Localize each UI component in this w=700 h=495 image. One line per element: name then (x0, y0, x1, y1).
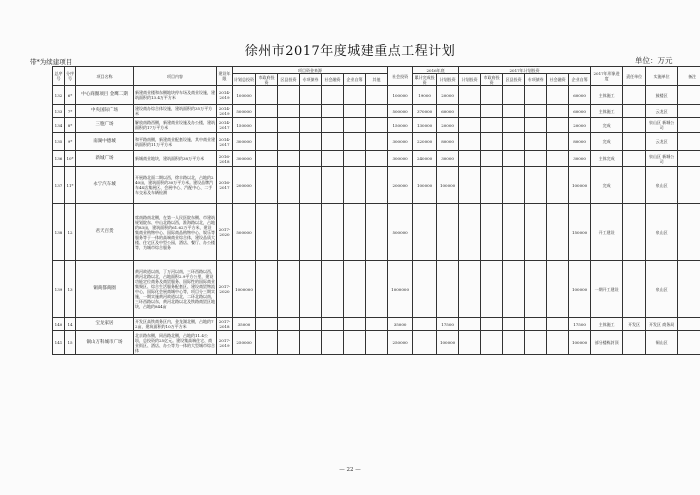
cell-2017-enterprise: 100000 (569, 167, 591, 204)
cell-sub-seq: 15 (65, 331, 76, 355)
cell-responsible (623, 105, 646, 118)
cell-progress: 开工建设 (591, 204, 623, 261)
cell-enterprise-self (344, 133, 366, 151)
cell-2016-cumulative: 130000 (413, 118, 437, 133)
cell-social-invest (322, 118, 344, 133)
cell-project-content: 开发区高铁商务区内，金龙湖北侧，占地约72亩，建筑面积约10万平方米 (134, 318, 217, 331)
cell-2017-gov (481, 118, 503, 133)
table-row (53, 151, 700, 167)
cell-2017-enterprise: 100000 (569, 331, 591, 355)
cell-progress: 主体施工 (591, 318, 623, 331)
cell-enterprise-self (344, 318, 366, 331)
col-header-social-invest: 社会融资 (322, 74, 344, 86)
cell-2017-district (503, 118, 525, 133)
cell-plan-total: 300000 (233, 151, 256, 167)
cell-plan-total: 100000 (233, 86, 256, 105)
cell-2017-special (525, 261, 547, 318)
cell-plan-total: 500000 (233, 204, 256, 261)
col-header-project-content: 项目内容 (134, 67, 217, 86)
cell-2017-special (525, 105, 547, 118)
cell-2016-planned (437, 204, 459, 261)
cell-project-content: 新城商业地块，建筑面积约38万平方米 (134, 151, 217, 167)
cell-2016-cumulative (413, 318, 437, 331)
cell-2016-planned: 100000 (437, 167, 459, 204)
cell-project-name: 宝龙家居 (76, 318, 134, 331)
cell-sub-seq: 7* (65, 105, 76, 118)
table-row (53, 105, 700, 118)
cell-other (366, 318, 388, 331)
cell-2017-social (547, 133, 569, 151)
cell-2017-plan (459, 151, 481, 167)
cell-total: 35000 (388, 318, 413, 331)
cell-project-content: 解放南路西侧，新建商业设施及办公楼，建筑面积约17万平方米 (134, 118, 217, 133)
cell-implementer: 鼓楼区 (646, 86, 678, 105)
cell-2016-planned: 30000 (437, 151, 459, 167)
cell-2017-district (503, 261, 525, 318)
cell-gov-invest (256, 204, 278, 261)
cell-other (366, 86, 388, 105)
col-header-responsible: 责任单位 (623, 67, 646, 86)
cell-remarks (678, 331, 700, 355)
cell-social-invest (322, 167, 344, 204)
cell-2017-social (547, 167, 569, 204)
cell-implementer: 泉山区 新城公司 (646, 151, 678, 167)
cell-2017-enterprise: 60000 (569, 86, 591, 105)
cell-total: 300000 (388, 151, 413, 167)
col-header-special-bond: 专项债券 (300, 74, 322, 86)
cell-responsible (623, 204, 646, 261)
cell-gov-invest (256, 105, 278, 118)
cell-remarks (678, 204, 700, 261)
cell-gov-invest (256, 118, 278, 133)
cell-social-invest (322, 151, 344, 167)
cell-special-bond (300, 204, 322, 261)
cell-seq: 133 (53, 105, 65, 118)
cell-remarks (678, 133, 700, 151)
cell-2017-special (525, 86, 547, 105)
cell-period: 2016-2017 (217, 167, 233, 204)
cell-2016-planned: 80000 (437, 133, 459, 151)
cell-other (366, 118, 388, 133)
cell-district-invest (278, 133, 300, 151)
cell-sub-seq: 12 (65, 204, 76, 261)
cell-responsible (623, 167, 646, 204)
cell-progress: 主体完成 (591, 151, 623, 167)
cell-2017-enterprise: 20000 (569, 118, 591, 133)
cell-total: 500000 (388, 204, 413, 261)
col-header-remarks: 备注 (678, 67, 700, 86)
cell-2017-plan (459, 86, 481, 105)
cell-plan-total: 35000 (233, 318, 256, 331)
cell-responsible (623, 118, 646, 133)
cell-total: 100000 (388, 86, 413, 105)
cell-2016-planned: 60000 (437, 105, 459, 118)
cell-project-name: 永宁汽车城 (76, 167, 134, 204)
cell-project-name: 中心商圈项目 金鹰二期 (76, 86, 134, 105)
cell-responsible (623, 86, 646, 105)
col-header-enterprise-self: 企业自筹 (344, 74, 366, 86)
cell-seq: 135 (53, 133, 65, 151)
cell-total: 1000000 (388, 261, 413, 318)
table-row (53, 204, 700, 261)
cell-sub-seq: 11* (65, 167, 76, 204)
col-header-gov-invest: 市政府投资 (256, 74, 278, 86)
cell-project-content: 和平路南侧，新建商业配套设施，其中商业建筑面积约11万平方米 (134, 133, 217, 151)
cell-responsible (623, 261, 646, 318)
cell-2017-district (503, 318, 525, 331)
cell-district-invest (278, 331, 300, 355)
cell-remarks (678, 105, 700, 118)
page-title: 徐州市2017年度城建重点工程计划 (244, 44, 456, 59)
unit-label: 单位：万元 (635, 56, 673, 65)
col-header-sub-seq: 分序号 (65, 67, 76, 86)
cell-period: 2017-2019 (217, 331, 233, 355)
col-header-project-name: 项目名称 (76, 67, 134, 86)
table-row (53, 331, 700, 355)
table-row (53, 133, 700, 151)
cell-district-invest (278, 86, 300, 105)
page-number: — 22 — (339, 467, 361, 473)
cell-gov-invest (256, 331, 278, 355)
cell-plan-total: 250000 (233, 331, 256, 355)
cell-special-bond (300, 118, 322, 133)
cell-enterprise-self (344, 118, 366, 133)
cell-seq: 138 (53, 204, 65, 261)
cell-total: 250000 (388, 331, 413, 355)
cell-2017-social (547, 118, 569, 133)
cell-2017-plan (459, 204, 481, 261)
cell-seq: 132 (53, 86, 65, 105)
cell-enterprise-self (344, 151, 366, 167)
cell-2017-social (547, 261, 569, 318)
cell-other (366, 167, 388, 204)
cell-period: 2016-2018 (217, 151, 233, 167)
cell-period: 2017-2018 (217, 318, 233, 331)
col-header-plan-total: 计划总投资 (233, 74, 256, 86)
cell-total: 300000 (388, 133, 413, 151)
cell-responsible (623, 331, 646, 355)
cell-district-invest (278, 204, 300, 261)
cell-sub-seq: 13 (65, 261, 76, 318)
cell-sub-seq: 14 (65, 318, 76, 331)
cell-2017-plan (459, 133, 481, 151)
cell-2016-cumulative: 220000 (413, 133, 437, 151)
cell-2017-gov (481, 204, 503, 261)
cell-progress: 完成 (591, 118, 623, 133)
cell-seq: 137 (53, 167, 65, 204)
cell-district-invest (278, 167, 300, 204)
cell-2017-social (547, 331, 569, 355)
cell-district-invest (278, 318, 300, 331)
cell-responsible: 开发区 (623, 318, 646, 331)
cell-2017-enterprise: 150000 (569, 204, 591, 261)
cell-social-invest (322, 133, 344, 151)
cell-district-invest (278, 105, 300, 118)
cell-total: 200000 (388, 167, 413, 204)
cell-social-invest (322, 318, 344, 331)
cell-enterprise-self (344, 86, 366, 105)
cell-special-bond (300, 318, 322, 331)
cell-special-bond (300, 133, 322, 151)
cell-2016-planned (437, 261, 459, 318)
cell-total: 500000 (388, 105, 413, 118)
cell-sub-seq: 9* (65, 133, 76, 151)
table-row (53, 118, 700, 133)
col-header-2017-special: 专项债券 (525, 74, 547, 86)
cell-remarks (678, 118, 700, 133)
cell-special-bond (300, 86, 322, 105)
col-header-other: 其他 (366, 74, 388, 86)
cell-sub-seq: 10* (65, 151, 76, 167)
cell-2017-district (503, 86, 525, 105)
cell-2017-social (547, 318, 569, 331)
cell-project-content: 新建商业楼和东侧地块停车场及商业设施，建筑面积约13.4万平方米 (134, 86, 217, 105)
col-header-district-invest: 区县投资 (278, 74, 300, 86)
cell-implementer: 泉山区 (646, 261, 678, 318)
cell-project-name: 新城广场 (76, 151, 134, 167)
cell-gov-invest (256, 167, 278, 204)
cell-2017-district (503, 105, 525, 118)
cell-2016-cumulative (413, 204, 437, 261)
col-header-funding: 项目资金来源 (233, 67, 388, 74)
cell-enterprise-self (344, 204, 366, 261)
cell-progress: 完成 (591, 133, 623, 151)
cell-progress: 主体施工 (591, 86, 623, 105)
cell-plan-total: 500000 (233, 105, 256, 118)
cell-gov-invest (256, 318, 278, 331)
cell-implementer: 泉山区 新城公司 (646, 118, 678, 133)
cell-2017-special (525, 118, 547, 133)
cell-2017-enterprise: 30000 (569, 151, 591, 167)
cell-gov-invest (256, 86, 278, 105)
cell-2017-gov (481, 261, 503, 318)
cell-2016-cumulative (413, 331, 437, 355)
cell-2017-gov (481, 331, 503, 355)
cell-other (366, 151, 388, 167)
cell-seq: 140 (53, 318, 65, 331)
cell-other (366, 133, 388, 151)
cell-plan-total: 150000 (233, 118, 256, 133)
cell-period: 2014-2017 (217, 118, 233, 133)
col-header-2016-cumulative: 累计完成投资 (414, 74, 435, 85)
cell-project-content: 建设商办综合体设施，建筑面积约35万平方米 (134, 105, 217, 118)
cell-project-content: 黄河故道以南，丁万河以南，三环西路以西，黄河北路以北，占地面积2.9平方公里，建设功能定位商务及商贸服务、国际性的国际商业集聚区、综合生活服务配套区、建设商贸物流中心，国际化会展商城中心等，项目分三期实施，一期实施黄河故道以北，二环北路以南，三环西路以东，黄河北路以北及铁路商贸区地块，占地约844亩 (134, 261, 217, 318)
cell-total: 150000 (388, 118, 413, 133)
cell-2017-social (547, 204, 569, 261)
cell-2017-social (547, 86, 569, 105)
col-header-period: 建设年限 (217, 67, 233, 86)
cell-project-content: 北京路东侧，同昌路北侧，占地约11.4公顷，总投资约25亿元。建设集高端住宅、商业街区、酒店、办公等为一体的大型城市综合体 (135, 332, 215, 353)
cell-2017-gov (481, 133, 503, 151)
cell-2016-cumulative: 19000 (413, 86, 437, 105)
cell-2017-district (503, 167, 525, 204)
cell-implementer: 泉山区 (646, 167, 678, 204)
cell-period: 2017-2020 (217, 261, 233, 318)
cell-period: 2017-2020 (217, 204, 233, 261)
cell-2017-gov (481, 151, 503, 167)
cell-plan-total: 300000 (233, 133, 256, 151)
cell-2017-enterprise: 17500 (569, 318, 591, 331)
col-header-2016-planned: 计划投资 (437, 74, 459, 86)
header-row-group (53, 67, 700, 74)
cell-2017-plan (459, 318, 481, 331)
cell-implementer: 泉山区 (646, 204, 678, 261)
col-header-2017: 2017年计划投资 (459, 67, 591, 74)
cell-social-invest (322, 105, 344, 118)
col-header-2017-enterprise: 企业自筹 (569, 74, 591, 86)
cell-other (366, 105, 388, 118)
cell-2016-cumulative: 240000 (413, 151, 437, 167)
cell-social-invest (322, 204, 344, 261)
cell-project-name: 铜山万科城市广场 (76, 331, 134, 355)
cell-responsible (623, 151, 646, 167)
project-table (52, 66, 700, 355)
cell-other (366, 331, 388, 355)
cell-other (366, 204, 388, 261)
cell-2016-planned: 20000 (437, 118, 459, 133)
cell-project-name: 铜商都商圈 (76, 261, 134, 318)
cell-social-invest (322, 261, 344, 318)
cell-2017-social (547, 151, 569, 167)
cell-district-invest (278, 261, 300, 318)
cell-2016-cumulative (413, 261, 437, 318)
cell-2017-special (525, 204, 547, 261)
cell-sub-seq: 6* (65, 86, 76, 105)
cell-2017-special (525, 331, 547, 355)
cell-remarks (678, 86, 700, 105)
cell-project-content: 席南路南北侧，在第一人民医院东侧、市建筑规划院东、中山北路以西，淮海路以北，占地约83亩，建筑面积约61.62万平方米，建设集商业购物中心、国际商品购物中心、娱乐等服务等于一体的高端商业综合体，建设品质大楼、住宅区及中型公园，酒店、餐厅、办公楼等，为城市综合服务 (134, 204, 217, 261)
cell-2017-enterprise: 60000 (569, 105, 591, 118)
cell-seq: 141 (53, 331, 65, 355)
cell-social-invest (322, 331, 344, 355)
table-row (53, 86, 700, 105)
cell-remarks (678, 261, 700, 318)
cell-2017-gov (481, 167, 503, 204)
legend-note: 带*为续建项目 (30, 58, 73, 66)
col-header-2017-gov: 市政府投资 (481, 74, 503, 86)
cell-2017-special (525, 133, 547, 151)
cell-2016-planned: 17500 (437, 318, 459, 331)
cell-seq: 136 (53, 151, 65, 167)
cell-plan-total: 1000000 (233, 261, 256, 318)
cell-period: 2014-2019 (217, 86, 233, 105)
cell-2017-gov (481, 105, 503, 118)
cell-2017-plan (459, 331, 481, 355)
cell-period: 2014-2017 (217, 133, 233, 151)
cell-gov-invest (256, 261, 278, 318)
col-header-2017-plan: 计划投资 (459, 74, 481, 86)
cell-2017-plan (459, 167, 481, 204)
cell-implementer: 云龙区 (646, 105, 678, 118)
cell-sub-seq: 8* (65, 118, 76, 133)
table-row (53, 167, 700, 204)
cell-progress: 完成 (591, 167, 623, 204)
cell-implementer: 云龙区 (646, 133, 678, 151)
cell-special-bond (300, 261, 322, 318)
cell-2017-plan (459, 118, 481, 133)
cell-gov-invest (256, 133, 278, 151)
cell-2017-special (525, 151, 547, 167)
cell-special-bond (300, 167, 322, 204)
cell-responsible (623, 133, 646, 151)
cell-2016-cumulative: 370000 (413, 105, 437, 118)
cell-2017-gov (481, 318, 503, 331)
cell-remarks (678, 167, 700, 204)
cell-remarks (678, 151, 700, 167)
cell-project-content: 开展路北面二期以西，徐丰路以北，占地约240亩，建筑面积约30万平方米。建设品牌汽车4S店集展区、会展中心、汽配中心、二手车交易及车辆检测 (134, 167, 217, 204)
cell-gov-invest (256, 151, 278, 167)
cell-project-name: 三胞广场 (76, 118, 134, 133)
cell-2017-enterprise: 80000 (569, 133, 591, 151)
cell-special-bond (300, 105, 322, 118)
col-header-implementer: 实施单位 (646, 67, 678, 86)
cell-special-bond (300, 331, 322, 355)
cell-progress: 一期开工建设 (591, 261, 623, 318)
cell-2017-district (503, 204, 525, 261)
col-header-2017-social: 社会融资 (547, 74, 569, 86)
cell-2017-district (503, 133, 525, 151)
cell-2017-special (525, 318, 547, 331)
cell-2017-special (525, 167, 547, 204)
cell-seq: 134 (53, 118, 65, 133)
cell-2017-district (503, 331, 525, 355)
cell-other (366, 261, 388, 318)
col-header-2016: 2016年底 (413, 67, 459, 74)
cell-2016-planned: 100000 (437, 331, 459, 355)
cell-plan-total: 200000 (233, 167, 256, 204)
cell-2016-planned: 20000 (437, 86, 459, 105)
cell-progress: 部分楼栋封顶 (591, 331, 623, 355)
col-header-progress: 2017年形象进度 (591, 67, 623, 86)
cell-implementer: 开发区 商务局 (646, 318, 678, 331)
cell-remarks (678, 318, 700, 331)
cell-2017-plan (459, 105, 481, 118)
cell-2016-cumulative: 100000 (413, 167, 437, 204)
cell-project-name: 南湖中德城 (76, 133, 134, 151)
cell-social-invest (322, 86, 344, 105)
cell-2017-social (547, 105, 569, 118)
col-header-seq: 总序号 (53, 67, 65, 86)
cell-enterprise-self (344, 331, 366, 355)
cell-2017-gov (481, 86, 503, 105)
cell-special-bond (300, 151, 322, 167)
cell-enterprise-self (344, 105, 366, 118)
cell-progress: 主体施工 (591, 105, 623, 118)
table-row (53, 261, 700, 318)
cell-implementer: 铜山区 (646, 331, 678, 355)
cell-project-name: 中央国际广场 (76, 105, 134, 118)
cell-enterprise-self (344, 261, 366, 318)
table-row (53, 318, 700, 331)
cell-district-invest (278, 151, 300, 167)
cell-project-name: 君天百货 (76, 204, 134, 261)
cell-seq: 139 (53, 261, 65, 318)
col-header-total: 社会投资 (388, 67, 413, 86)
cell-district-invest (278, 118, 300, 133)
cell-2017-district (503, 151, 525, 167)
cell-2017-plan (459, 261, 481, 318)
col-header-2017-district: 区县投资 (503, 74, 525, 86)
cell-enterprise-self (344, 167, 366, 204)
cell-2017-enterprise: 100000 (569, 261, 591, 318)
cell-period: 2014-2019 (217, 105, 233, 118)
